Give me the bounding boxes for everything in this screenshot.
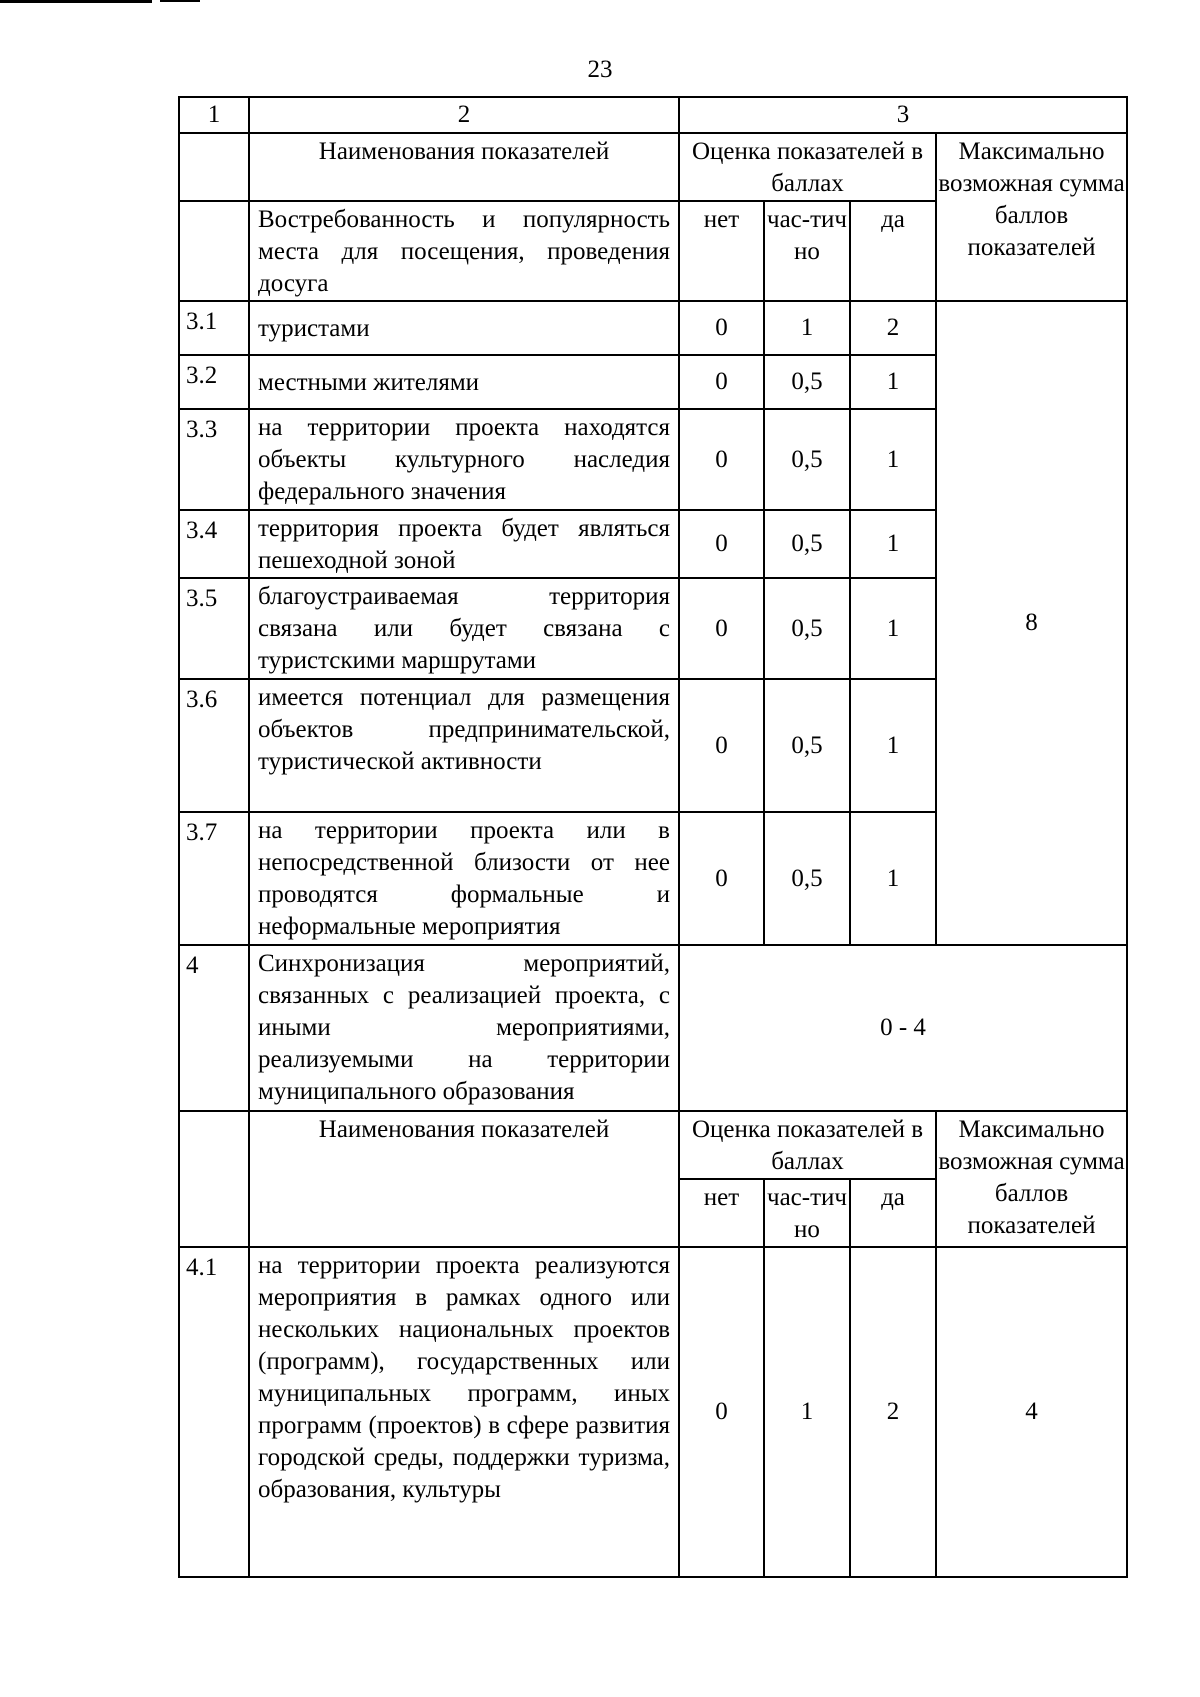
header-row <box>179 1111 1127 1179</box>
header-no: нет <box>679 201 764 301</box>
scan-artifact-line <box>160 0 200 2</box>
score-yes: 1 <box>850 578 936 679</box>
header-score: Оценка показателей в баллах <box>679 1111 936 1179</box>
empty-cell <box>179 133 249 201</box>
section4-range: 0 - 4 <box>679 945 1127 1111</box>
score-partial: 1 <box>764 1247 850 1577</box>
column-number: 1 <box>179 97 249 133</box>
score-no: 0 <box>679 355 764 409</box>
score-no: 0 <box>679 301 764 355</box>
row-name: территория проекта будет являться пешеходной зоной <box>249 510 679 578</box>
score-yes: 2 <box>850 301 936 355</box>
row-name: на территории проекта или в непосредственной близости от нее проводятся формальные и неформальные мероприятия <box>249 812 679 945</box>
score-partial: 1 <box>764 301 850 355</box>
row-number: 3.5 <box>179 578 249 679</box>
score-yes: 2 <box>850 1247 936 1577</box>
row-name: туристами <box>249 301 679 355</box>
header-partially: час-тично <box>764 1179 850 1247</box>
row-name: на территории проекта находятся объекты культурного наследия федерального значения <box>249 409 679 510</box>
score-no: 0 <box>679 679 764 812</box>
row-name: имеется потенциал для размещения объектов предпринимательской, туристической активности <box>249 679 679 812</box>
empty-cell <box>179 1111 249 1247</box>
section3-title: Востребованность и популярность места для посещения, проведения досуга <box>249 201 679 301</box>
row-number: 3.3 <box>179 409 249 510</box>
header-score: Оценка показателей в баллах <box>679 133 936 201</box>
header-indicator-names: Наименования показателей <box>249 133 679 201</box>
score-no: 0 <box>679 578 764 679</box>
row-number: 4.1 <box>179 1247 249 1577</box>
column-number-row <box>179 97 1127 133</box>
score-yes: 1 <box>850 355 936 409</box>
section4-row <box>179 945 1127 1111</box>
row-name: Синхронизация мероприятий, связанных с реализацией проекта, с иными мероприятиями, реализуемыми на территории муниципального образования <box>249 945 679 1111</box>
row-number: 4 <box>179 945 249 1111</box>
row-number: 3.4 <box>179 510 249 578</box>
row-name: местными жителями <box>249 355 679 409</box>
header-row <box>179 133 1127 201</box>
header-partially: час-тично <box>764 201 850 301</box>
score-no: 0 <box>679 812 764 945</box>
empty-cell <box>179 201 249 301</box>
score-yes: 1 <box>850 679 936 812</box>
row-number: 3.6 <box>179 679 249 812</box>
row-name: на территории проекта реализуются мероприятия в рамках одного или нескольких национальных проектов (программ), государственных или муниципальных программ, иных программ (проектов) в сфере развития городской среды, поддержки туризма, образования, культуры <box>249 1247 679 1577</box>
column-number: 2 <box>249 97 679 133</box>
score-no: 0 <box>679 510 764 578</box>
section3-max-sum: 8 <box>936 301 1127 945</box>
score-partial: 0,5 <box>764 355 850 409</box>
header-yes: да <box>850 201 936 301</box>
score-partial: 0,5 <box>764 812 850 945</box>
score-yes: 1 <box>850 510 936 578</box>
row-name: благоустраиваемая территория связана или будет связана с туристскими маршрутами <box>249 578 679 679</box>
row-number: 3.1 <box>179 301 249 355</box>
header-no: нет <box>679 1179 764 1247</box>
score-partial: 0,5 <box>764 679 850 812</box>
score-no: 0 <box>679 409 764 510</box>
header-indicator-names: Наименования показателей <box>249 1111 679 1247</box>
score-yes: 1 <box>850 409 936 510</box>
score-partial: 0,5 <box>764 510 850 578</box>
score-no: 0 <box>679 1247 764 1577</box>
row-number: 3.7 <box>179 812 249 945</box>
table-row <box>179 301 1127 355</box>
row-max-sum: 4 <box>936 1247 1127 1577</box>
page-number: 23 <box>587 56 613 83</box>
row-number: 3.2 <box>179 355 249 409</box>
header-max-sum: Максимально возможная сумма баллов показателей <box>936 1111 1127 1247</box>
scoring-table <box>178 96 1128 1578</box>
scan-artifact-line <box>0 0 152 3</box>
score-yes: 1 <box>850 812 936 945</box>
column-number: 3 <box>679 97 1127 133</box>
score-partial: 0,5 <box>764 578 850 679</box>
header-yes: да <box>850 1179 936 1247</box>
header-max-sum: Максимально возможная сумма баллов показателей <box>936 133 1127 301</box>
table-row <box>179 1247 1127 1577</box>
score-partial: 0,5 <box>764 409 850 510</box>
